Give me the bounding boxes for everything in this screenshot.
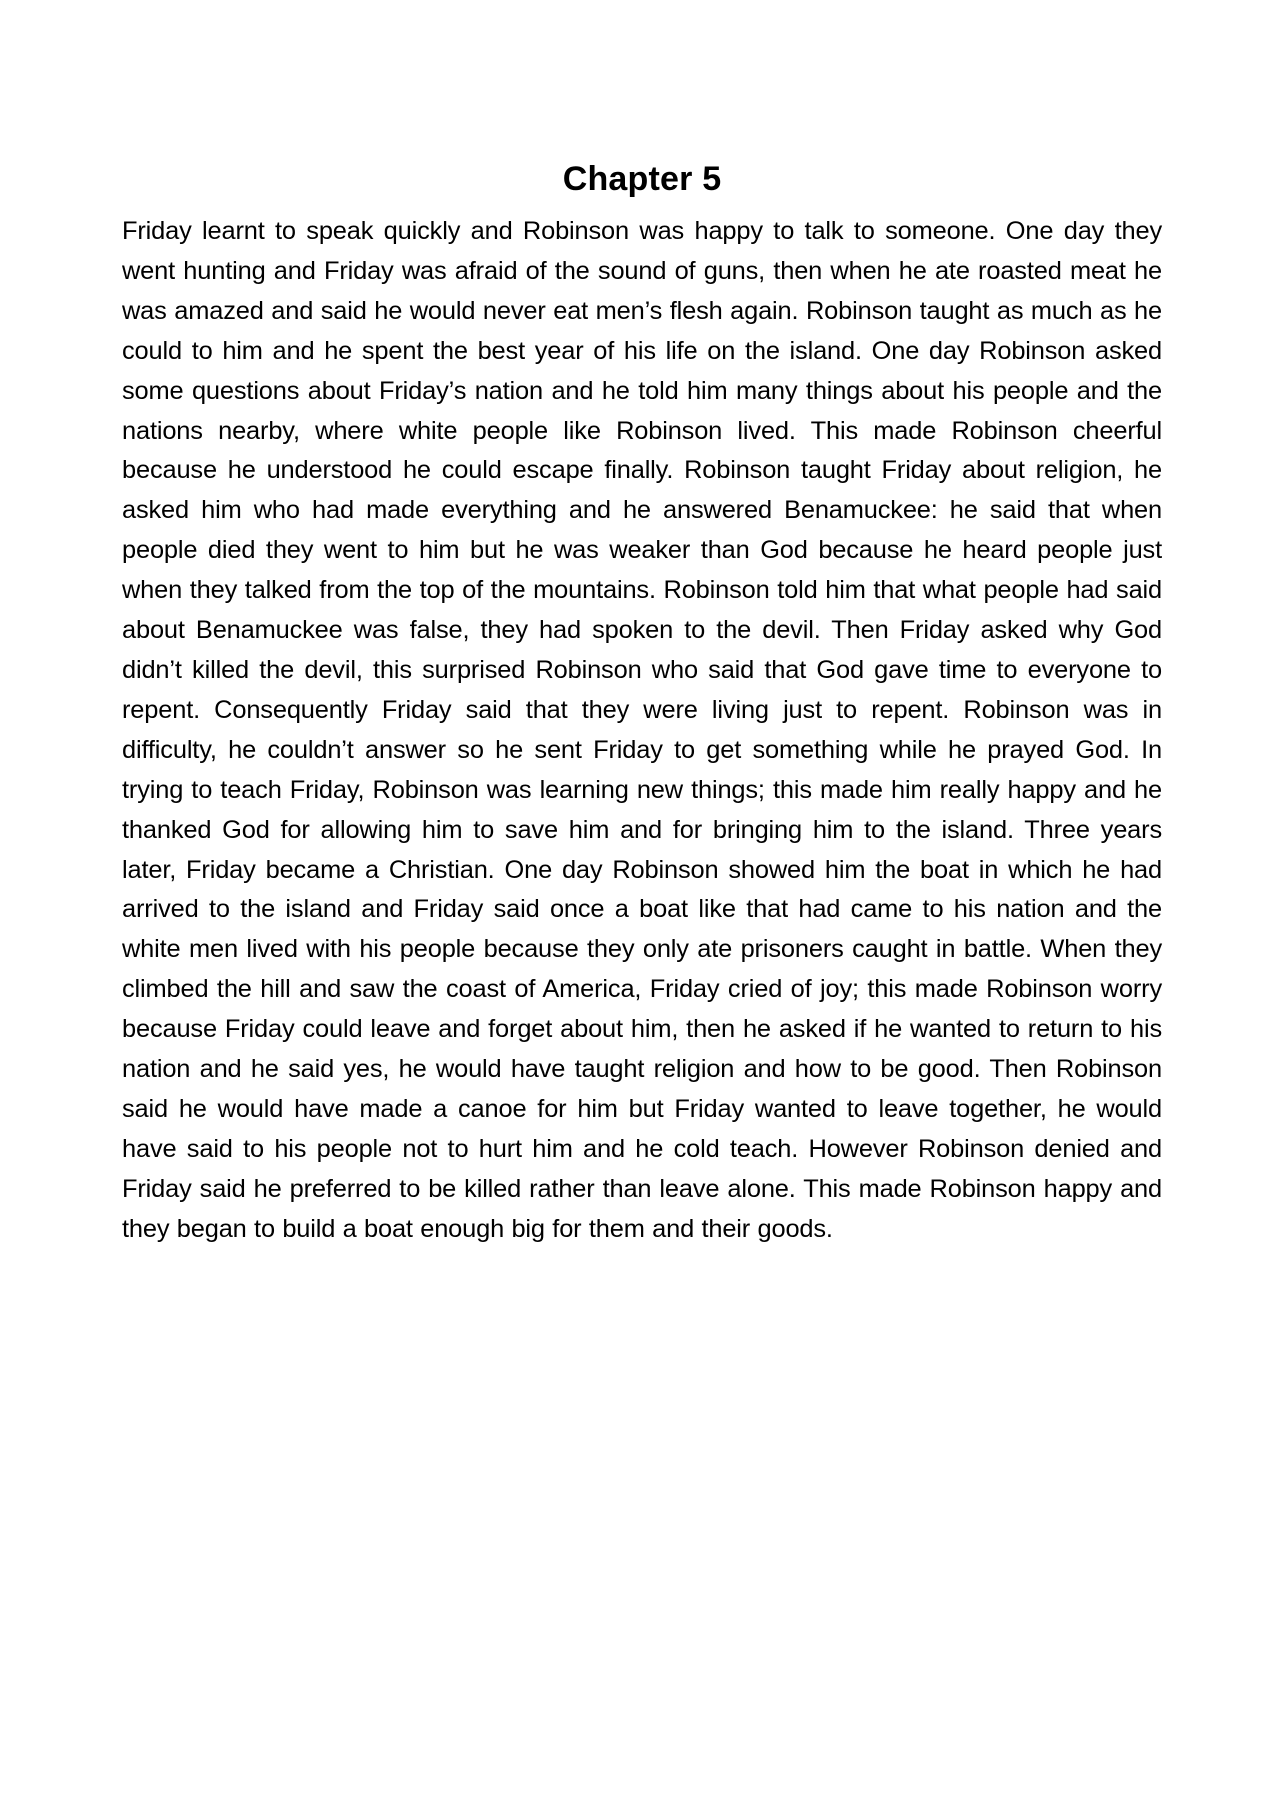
chapter-body-paragraph: Friday learnt to speak quickly and Robinson was happy to talk to someone. One day they went hunting and Friday was afraid of the sound of guns, then when he ate roasted meat he was amazed and said he would never eat men’s flesh again. Robinson taught as much as he could to him and he spent the best year of his life on the island. One day Robinson asked some questions about Friday’s nation and he told him many things about his people and the nations nearby, where white people like Robinson lived. This made Robinson cheerful because he understood he could escape finally. Robinson taught Friday about religion, he asked him who had made everything and he answered Benamuckee: he said that when people died they went to him but he was weaker than God because he heard people just when they talked from the top of the mountains. Robinson told him that what people had said about Benamuckee was false, they had spoken to the devil. Then Friday asked why God didn’t killed the devil, this surprised Robinson who said that God gave time to everyone to repent. Consequently Friday said that they were living just to repent. Robinson was in difficulty, he couldn’t answer so he sent Friday to get something while he prayed God. In trying to teach Friday, Robinson was learning new things; this made him really happy and he thanked God for allowing him to save him and for bringing him to the island. Three years later, Friday became a Christian. One day Robinson showed him the boat in which he had arrived to the island and Friday said once a boat like that had came to his nation and the white men lived with his people because they only ate prisoners caught in battle. When they climbed the hill and saw the coast of America, Friday cried of joy; this made Robinson worry because Friday could leave and forget about him, then he asked if he wanted to return to his nation and he said yes, he would have taught religion and how to be good. Then Robinson said he would have made a canoe for him but Friday wanted to leave together, he would have said to his people not to hurt him and he cold teach. However Robinson denied and Friday said he preferred to be killed rather than leave alone. This made Robinson happy and they began to build a boat enough big for them and their goods. [122,217,1162,1243]
chapter-title: Chapter 5 [562,160,722,198]
document-content [122,156,1162,1250]
